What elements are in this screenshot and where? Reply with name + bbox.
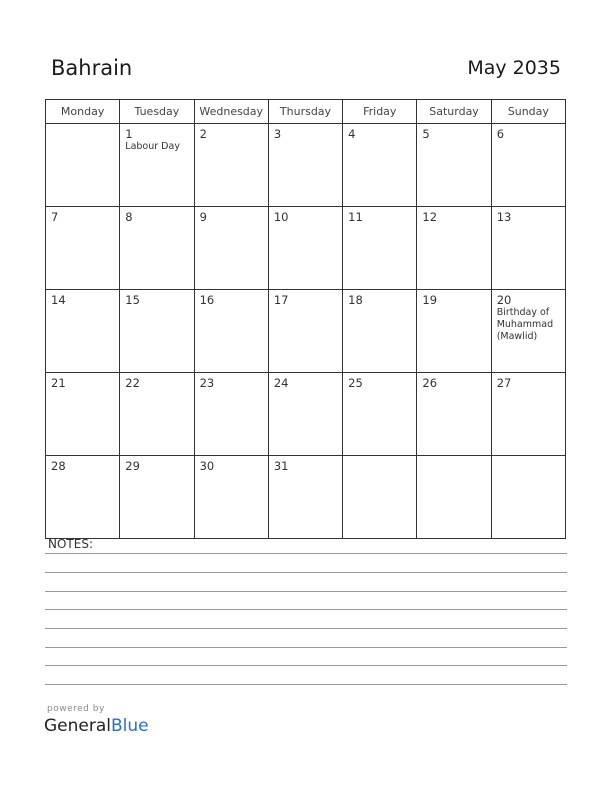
weekday-header: Thursday [268,100,342,124]
notes-label: NOTES: [48,537,93,551]
day-cell [46,207,120,290]
weekday-header: Sunday [491,100,565,124]
day-number: 16 [199,293,215,307]
day-cell [491,373,565,456]
holiday-label: Birthday of Muhammad (Mawlid) [496,307,554,342]
note-line [45,665,567,666]
day-cell [46,124,120,207]
day-number: 12 [422,210,438,224]
day-cell [491,124,565,207]
weekday-header: Friday [343,100,417,124]
month-year-title: May 2035 [467,57,561,79]
day-number: 23 [199,376,215,390]
day-number: 26 [422,376,438,390]
day-cell [417,124,491,207]
weekday-header: Saturday [417,100,491,124]
day-number: 15 [125,293,140,307]
day-number: 13 [496,210,512,224]
day-cell [46,290,120,373]
day-number: 27 [496,376,512,390]
day-cell [120,373,194,456]
day-number: 9 [199,210,207,224]
day-number: 3 [273,127,282,141]
day-cell [194,456,268,539]
day-cell [417,456,491,539]
calendar-grid [45,99,566,539]
day-number: 20 [496,293,512,307]
day-cell [343,290,417,373]
day-number: 7 [51,210,59,224]
day-cell [268,207,342,290]
day-cell [194,124,268,207]
day-number: 1 [125,127,133,141]
day-cell [343,207,417,290]
day-cell [120,124,194,207]
day-number: 28 [51,459,66,473]
day-cell [194,373,268,456]
day-cell [417,373,491,456]
day-cell [194,207,268,290]
note-line [45,591,567,592]
note-line [45,609,567,610]
day-cell [268,456,342,539]
brand-name-part2: Blue [111,716,149,736]
day-cell [120,290,194,373]
day-cell [417,290,491,373]
weekday-header: Wednesday [194,100,268,124]
day-number: 24 [273,376,289,390]
day-number: 19 [422,293,438,307]
weekday-header: Tuesday [120,100,194,124]
day-cell [268,373,342,456]
day-number: 29 [125,459,140,473]
day-number: 6 [496,127,505,141]
day-number: 5 [422,127,430,141]
country-title: Bahrain [51,56,133,80]
day-number: 17 [273,293,289,307]
day-number: 21 [51,376,66,390]
note-line [45,684,567,685]
week-row [46,124,566,207]
day-number: 4 [348,127,356,141]
day-number: 11 [348,210,363,224]
day-cell [120,456,194,539]
day-cell [343,373,417,456]
day-number: 2 [199,127,207,141]
day-cell [46,373,120,456]
week-row [46,207,566,290]
powered-by-text: powered by [47,704,105,714]
day-number: 31 [273,459,289,473]
week-row [46,456,566,539]
day-cell [343,124,417,207]
day-cell [120,207,194,290]
day-number: 18 [348,293,363,307]
day-number: 14 [51,293,66,307]
note-line [45,553,567,554]
brand-logo [44,716,149,736]
day-cell [417,207,491,290]
note-line [45,647,567,648]
day-cell [343,456,417,539]
day-cell [194,290,268,373]
week-row [46,373,566,456]
holiday-label: Labour Day [125,141,180,152]
brand-name-part1: General [44,716,111,736]
day-cell [491,456,565,539]
day-number: 10 [273,210,289,224]
day-cell [46,456,120,539]
day-cell [491,290,565,373]
note-line [45,572,567,573]
day-number: 8 [125,210,133,224]
week-row [46,290,566,373]
day-cell [491,207,565,290]
day-number: 30 [199,459,215,473]
weekday-header: Monday [46,100,120,124]
weekday-header-row [46,100,566,124]
day-number: 25 [348,376,363,390]
day-number: 22 [125,376,140,390]
note-line [45,628,567,629]
day-cell [268,124,342,207]
day-cell [268,290,342,373]
